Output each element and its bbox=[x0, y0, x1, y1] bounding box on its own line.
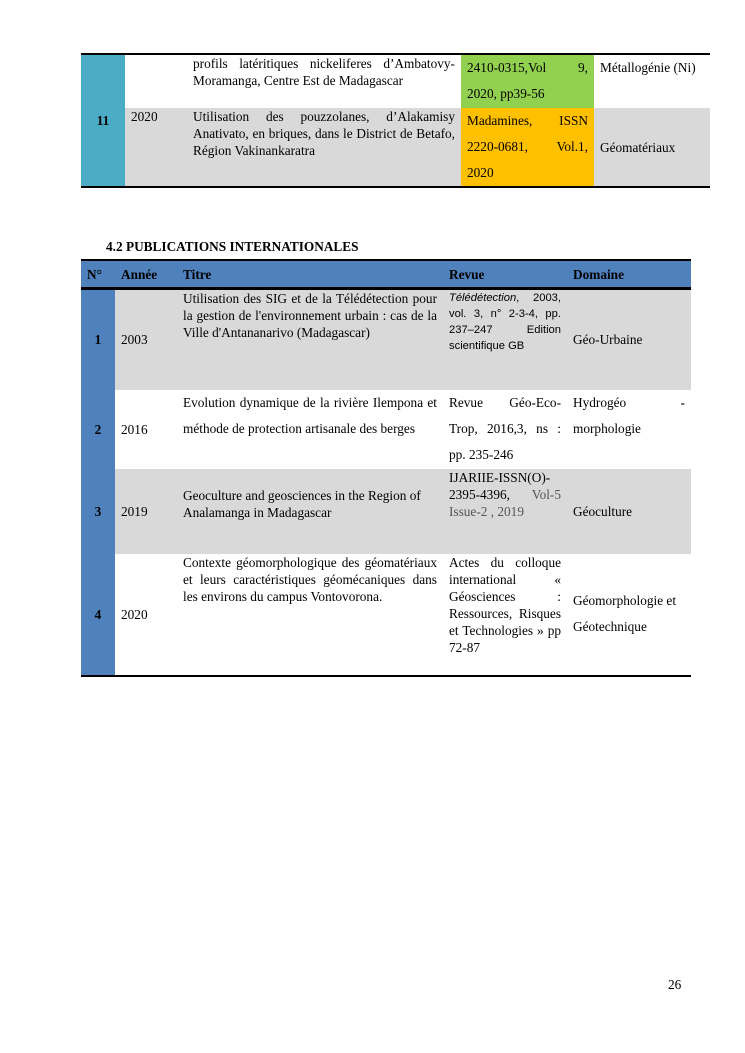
header-journal: Revue bbox=[443, 260, 567, 289]
national-publications-table-continued bbox=[81, 53, 710, 188]
row-year: 2003 bbox=[115, 289, 177, 390]
header-title: Titre bbox=[177, 260, 443, 289]
row-title: Utilisation des SIG et de la Télédétection pour la gestion de l'environnement urbain : cas de la Ville d'Antananarivo (Madagascar) bbox=[177, 289, 443, 390]
row-journal: Madamines, ISSN 2220-0681, Vol.1, 2020 bbox=[461, 108, 594, 187]
row-journal: Actes du colloque international « Géosciences : Ressources, Risques et Technologies » pp 72-87 bbox=[449, 554, 561, 655]
journal-volume: Vol-5 Issue-2 , 2019 bbox=[449, 486, 561, 519]
row-title: Contexte géomorphologique des géomatériaux et leurs caractéristiques géomécaniques dans les environs du campus Vontovorona. bbox=[183, 554, 437, 604]
table-header-row bbox=[81, 260, 691, 289]
page-number: 26 bbox=[668, 977, 682, 992]
table-row bbox=[81, 54, 710, 108]
header-domain: Domaine bbox=[567, 260, 691, 289]
row-number: 11 bbox=[81, 54, 125, 187]
journal-id: IJARIIE-ISSN(O)- 2395-4396, bbox=[449, 469, 551, 502]
row-domain: Métallogénie (Ni) bbox=[600, 60, 696, 75]
row-year bbox=[125, 54, 187, 108]
international-publications-table bbox=[81, 259, 691, 677]
row-number: 4 bbox=[81, 554, 115, 676]
row-domain: Géo-Urbaine bbox=[567, 289, 691, 390]
row-journal bbox=[443, 289, 567, 390]
row-journal: Revue Géo-Eco-Trop, 2016,3, ns : pp. 235-246 bbox=[449, 394, 561, 462]
row-domain: Géoculture bbox=[567, 469, 691, 554]
row-journal: 2410-0315,Vol 9, 2020, pp39-56 bbox=[461, 54, 594, 108]
table-row bbox=[81, 108, 710, 187]
row-year: 2020 bbox=[125, 108, 187, 187]
row-domain: Hydrogéo - morphologie bbox=[573, 394, 685, 436]
header-num: N° bbox=[81, 260, 115, 289]
table-row bbox=[81, 554, 691, 676]
row-year: 2019 bbox=[115, 469, 177, 554]
journal-name: Télédétection bbox=[449, 292, 517, 304]
journal-details: , 2003, vol. 3, n° 2-3-4, pp. 237–247 Edition scientifique GB bbox=[449, 292, 561, 352]
row-number: 1 bbox=[81, 289, 115, 390]
row-domain: Géomorphologie et Géotechnique bbox=[573, 593, 677, 634]
row-title: Utilisation des pouzzolanes, d’Alakamisy Anativato, en briques, dans le District de Betafo, Région Vakinankaratra bbox=[187, 108, 461, 187]
table-row bbox=[81, 469, 691, 554]
row-year: 2016 bbox=[121, 421, 148, 437]
row-domain: Géomatériaux bbox=[594, 108, 710, 187]
header-year: Année bbox=[115, 260, 177, 289]
row-year: 2020 bbox=[121, 606, 148, 622]
row-number: 2 bbox=[81, 390, 115, 469]
row-journal bbox=[443, 469, 567, 554]
table-row bbox=[81, 289, 691, 390]
row-title: Geoculture and geosciences in the Region of Analamanga in Madagascar bbox=[177, 469, 443, 554]
row-title: Evolution dynamique de la rivière Ilempona et méthode de protection artisanale des berges bbox=[183, 394, 437, 436]
section-heading: 4.2 PUBLICATIONS INTERNATIONALES bbox=[106, 239, 359, 254]
row-number: 3 bbox=[81, 469, 115, 554]
row-title: profils latéritiques nickeliferes d’Ambatovy- Moramanga, Centre Est de Madagascar bbox=[193, 56, 455, 88]
table-row bbox=[81, 390, 691, 469]
